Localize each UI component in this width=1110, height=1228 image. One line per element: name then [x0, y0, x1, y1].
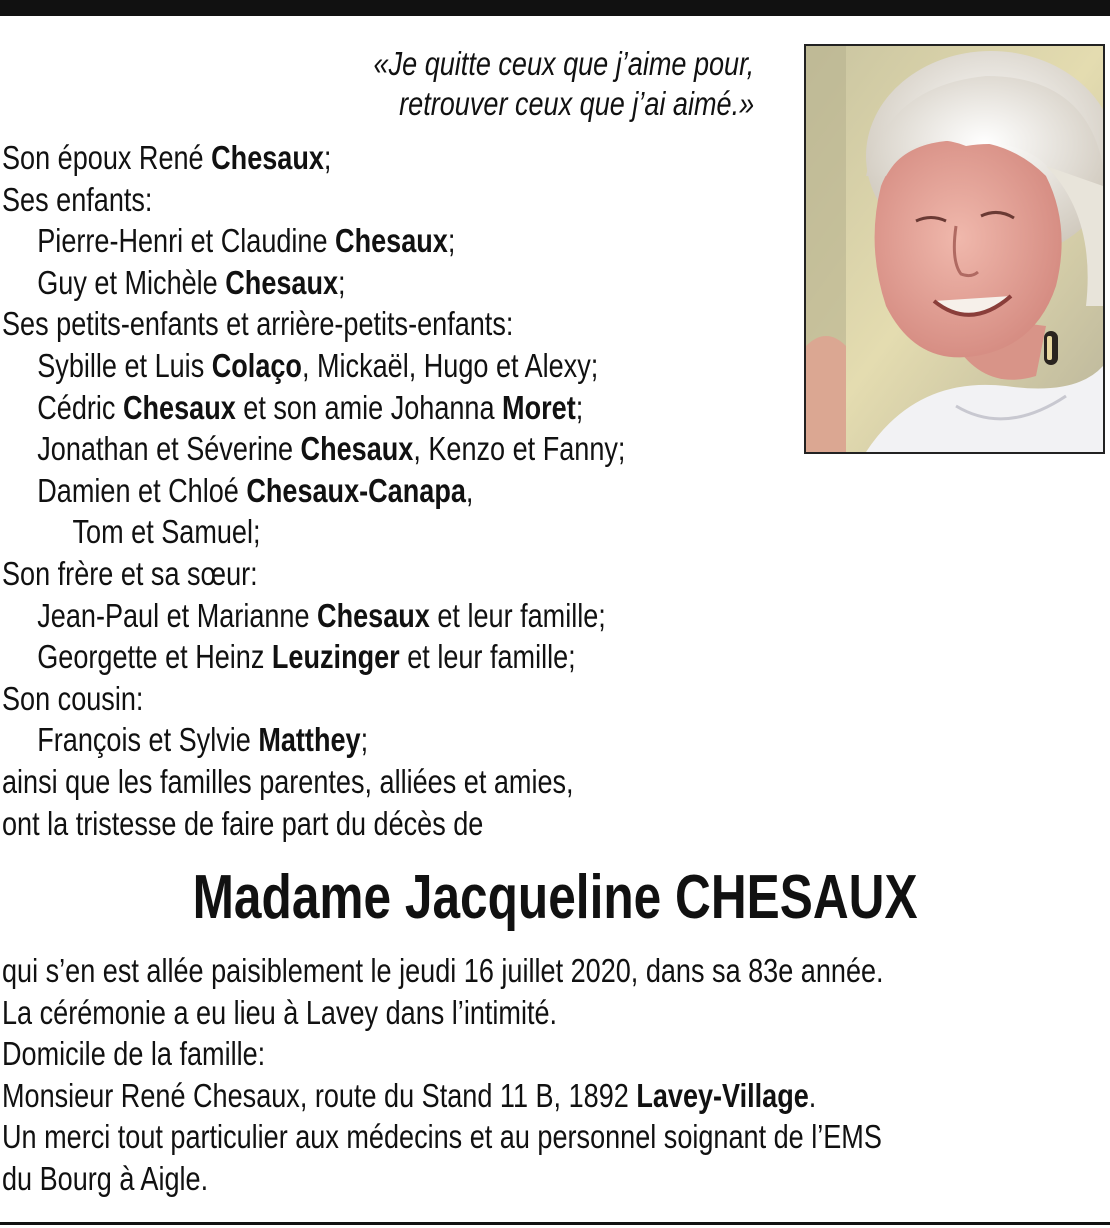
text-span: ; [575, 388, 584, 426]
text-span: Pierre-Henri et Claudine [37, 222, 336, 260]
text-span: Cédric [37, 388, 123, 426]
surname-bold: Leuzinger [271, 638, 400, 676]
bottom-rule [0, 1222, 1110, 1225]
family-line-spouse [2, 137, 773, 179]
family-line-cousin [2, 719, 773, 761]
family-list [2, 137, 773, 844]
text-span: et leur famille; [429, 596, 606, 634]
surname-bold: Chesaux [211, 139, 324, 176]
details-block [2, 950, 1101, 1200]
quote-line-2: retrouver ceux que j’ai aimé.» [399, 85, 754, 122]
text-span: , Kenzo et Fanny; [413, 430, 626, 468]
family-line-child-1 [2, 220, 773, 262]
portrait-photo [804, 44, 1105, 454]
surname-bold: Chesaux [317, 596, 430, 634]
text-span: Georgette et Heinz [37, 638, 272, 676]
family-line-grandchild-4 [2, 470, 773, 512]
epigraph-quote [373, 44, 754, 124]
family-line-sibling-2 [2, 636, 773, 678]
surname-bold: Moret [502, 388, 576, 426]
details-line-domicile-heading: Domicile de la famille: [2, 1035, 266, 1073]
surname-bold: Chesaux [122, 388, 236, 426]
family-line-great-grandchildren: Tom et Samuel; [72, 513, 261, 551]
text-span: Damien et Chloé [37, 471, 247, 509]
surname-bold: Chesaux-Canapa [246, 471, 466, 509]
details-line-ceremony: La cérémonie a eu lieu à Lavey dans l’intimité. [2, 993, 558, 1031]
text-span: Jean-Paul et Marianne [37, 596, 318, 634]
family-line-announcement: ont la tristesse de faire part du décès de [2, 804, 484, 842]
details-line-address [2, 1075, 1101, 1117]
text-span: François et Sylvie [37, 721, 259, 759]
locality-bold: Lavey-Village [636, 1076, 809, 1114]
family-line-grandchild-1 [2, 345, 773, 387]
text-span: Monsieur René Chesaux, route du Stand 11 B, 1892 [2, 1076, 637, 1114]
text-span: et leur famille; [399, 638, 576, 676]
family-line-grandchild-2 [2, 387, 773, 429]
top-rule [0, 0, 1110, 16]
text-span: Guy et Michèle [37, 263, 226, 301]
text-span: , [465, 471, 474, 509]
text-span: Jonathan et Séverine [37, 430, 301, 468]
surname-bold: Chesaux [225, 263, 339, 301]
title-text: Madame Jacqueline CHESAUX [192, 863, 918, 932]
surname-bold: Colaço [211, 346, 302, 384]
text-span: Sybille et Luis [37, 346, 212, 384]
surname-bold: Chesaux [335, 222, 448, 260]
text-span: , Mickaël, Hugo et Alexy; [301, 346, 599, 384]
text-span: . [808, 1076, 817, 1114]
text-span: Son époux René [2, 139, 212, 176]
family-line-sibling-1 [2, 595, 773, 637]
quote-line-1: «Je quitte ceux que j’aime pour, [373, 45, 754, 82]
portrait-illustration [806, 46, 1103, 452]
text-span: et son amie Johanna [235, 388, 503, 426]
text-span: ; [323, 139, 332, 176]
family-line-grandchild-3 [2, 428, 773, 470]
surname-bold: Chesaux [300, 430, 414, 468]
family-heading-siblings: Son frère et sa sœur: [2, 554, 258, 592]
family-line-extended: ainsi que les familles parentes, alliées et amies, [2, 762, 574, 800]
surname-bold: Matthey [258, 721, 361, 759]
family-heading-grandchildren: Ses petits-enfants et arrière-petits-enfants: [2, 305, 514, 343]
family-heading-cousin: Son cousin: [2, 679, 144, 717]
deceased-name-title [0, 858, 1110, 938]
details-line-thanks: Un merci tout particulier aux médecins et au personnel soignant de l’EMS [2, 1118, 882, 1156]
text-span: ; [360, 721, 369, 759]
details-line-passing: qui s’en est allée paisiblement le jeudi 16 juillet 2020, dans sa 83e année. [2, 952, 884, 989]
text-span: ; [447, 222, 456, 260]
family-heading-children: Ses enfants: [2, 180, 153, 218]
details-line-thanks-cont: du Bourg à Aigle. [2, 1159, 209, 1197]
family-line-child-2 [2, 262, 773, 304]
text-span: ; [338, 263, 346, 301]
